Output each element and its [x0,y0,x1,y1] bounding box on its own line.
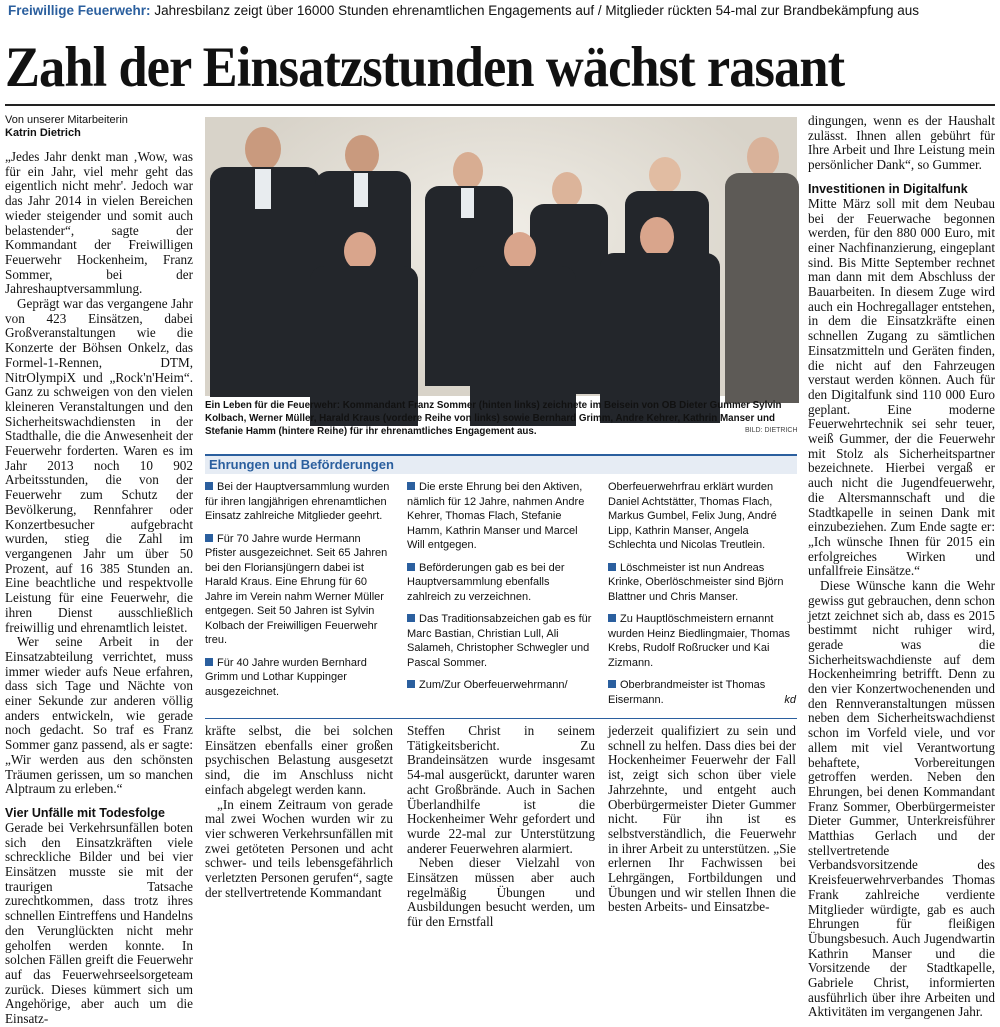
bullet-square-icon [608,614,616,622]
paragraph: dingungen, wenn es der Haushalt zulässt. Ihnen allen gebührt für Ihre Arbeit und Ihre Leistung mein persönlicher Dank“, so Gummer. [808,113,995,173]
paragraph: „Jedes Jahr denkt man ‚Wow, was für ein Jahr, viel mehr geht das eigentlich nicht mehr'. Jedoch war das Jahr 2014 in vielen Bereichen wieder steigender und somit auch belastender“, sagte der Kommandant der Freiwilligen Feuerwehr Hockenheim, Franz Sommer, bei der Jahreshauptversammlung. [5,149,193,297]
paragraph: Steffen Christ in seinem Tätigkeitsbericht. Zu Brandeinsätzen wurde insgesamt 54-mal ausgerückt, darunter waren acht Großbrände. Auch in Sachen Überlandhilfe ist die Hockenheimer Wehr gefordert und wurde 22-mal zur Unterstützung anderer Feuerwehren alarmiert. [407,723,595,856]
infobox-item: Die erste Ehrung bei den Aktiven, nämlich für 12 Jahre, nahmen Andre Kehrer, Thomas Flach, Stefanie Hamm, Kathrin Manser und Marcel Will entgegen. [407,481,585,551]
byline-author: Katrin Dietrich [5,127,81,139]
infobox-item: Beförderungen gab es bei der Hauptversammlung ebenfalls zahlreich zu verzeichnen. [407,561,565,603]
photo-caption: Ein Leben für die Feuerwehr: Kommandant Franz Sommer (hinten links) zeichnete im Beisein von OB Dieter Gummer Sylvin Kolbach, Werner Müller, Harald Kraus (vordere Reihe von links) sowie Bernhard Grimm, Andre Kehrer, Kathrin Manser und Stefanie Hamm (hintere Reihe) für ihr ehrenamtliches Engagement aus. [205,400,782,437]
paragraph: Gerade bei Verkehrsunfällen boten sich den Einsatzkräften viele schreckliche Bilder und bei vier Einsätzen musste sie mit der traurigen Tatsache zurechtkommen, dass trotz ihres schnellen Eintreffens und Handelns den Verunglückten nicht mehr geholfen werden konnte. In solchen Fällen greift die Feuerwehr auf das Feuerwehrseelsorgeteam zurück. Dieses kümmert sich um Angehörige, aber auch um die Einsatz- [5,819,193,1027]
photo-credit: BILD: DIETRICH [745,427,798,434]
infobox-column-3 [608,480,796,715]
paragraph: jederzeit qualifiziert zu sein und schnell zu helfen. Dass dies bei der Hockenheimer Feuerwehr der Fall ist, zeigt sich schon über viele Jahrzehnte, und entgeht auch Oberbürgermeister Dieter Gummer nicht. Für ihn ist es selbstverständlich, die Feuerwehr in ihrer Arbeit zu unterstützen. „Sie erlernen Ihr Fachwissen bei Lehrgängen, Fortbildungen und Übungen und wir stellen Ihnen die besten Arbeits- und Einsatzbe- [608,723,796,915]
bullet-square-icon [608,563,616,571]
paragraph: Wer seine Arbeit in der Einsatzabteilung verrichtet, muss immer wieder aufs Neue erfahren, dass sich Tage und Nächte von einer Sekunde zur anderen völlig anders entwickeln, wie gerade noch gedacht. So traf es Franz Sommer ganz passend, als er sagte: „Wir werden aus den schönsten Träumen gerissen, um so manchen Alptraum zu erleben.“ [5,634,193,797]
column-1 [5,114,193,1027]
kicker-text: Jahresbilanz zeigt über 16000 Stunden ehrenamtlichen Engagements auf / Mitglieder rückten 54-mal zur Brandbekämpfung aus [154,3,920,18]
infobox-column-2 [407,480,595,701]
infobox-title: Ehrungen und Beförderungen [205,454,797,474]
bullet-square-icon [205,534,213,542]
bullet-square-icon [407,563,415,571]
infobox-column-1 [205,480,393,707]
infobox-item: Oberfeuerwehrfrau erklärt wurden Daniel Achtstätter, Thomas Flach, Markus Gumbel, Felix Jung, André Lipp, Kathrin Manser, Angela Schlechta und Nicolas Treutlein. [608,481,777,551]
subheading: Vier Unfälle mit Todesfolge [5,805,165,820]
infobox-item: Bei der Hauptversammlung wurden für ihren langjährigen ehrenamtlichen Einsatz zahlreiche Mitglieder geehrt. [205,481,390,522]
headline: Zahl der Einsatzstunden wächst rasant [5,36,845,99]
column-2 [205,724,393,900]
infobox-item: Zum/Zur Oberfeuerwehrmann/ [419,679,568,691]
byline-prefix: Von unserer Mitarbeiterin [5,114,128,126]
paragraph: Diese Wünsche kann die Wehr gewiss gut gebrauchen, denn schon jetzt zeichnet sich ab, dass es 2015 bestimmt nicht ruhiger wird, gerade was die Sicherheitswachdienste auf dem Hockenheimring betrifft. Denn zu den vier Konzertwochenenden und den Rennveranstaltungen müssen neben dem Sicherheitswachdienst schon im Vorfeld viele, und vor allem mit viel Verantwortung behaftete, Vorbereitungen getroffen werden. Neben den Ehrungen, bei denen Kommandant Franz Sommer, Oberbürgermeister Dieter Gummer, Unterkreisführer Matthias Gerlach und der stellvertretende Verbandsvorsitzende des Kreisfeuerwehrverbandes Thomas Frank zahlreiche verdiente Mitglieder würdigte, gab es auch Ehrungen für fleißigen Übungsbesuch. Auch Jugendwartin Kathrin Manser und die Vorsitzende der Stadtkapelle, Gabriele Christ, informierten ausführlich über ihre Arbeiten und Aktivitäten im vergangenen Jahr. [808,578,995,1020]
bullet-square-icon [205,482,213,490]
infobox-item: Für 70 Jahre wurde Hermann Pfister ausgezeichnet. Seit 65 Jahren bei den Floriansjüngern dabei ist Harald Kraus. Eine Ehrung für 60 Jahre im Verein nahm Werner Müller entgegen. Seit 50 Jahren ist Sylvin Kolbach der Freiwilligen Feuerwehr treu. [205,532,388,646]
column-5 [808,114,995,1020]
kicker [8,2,993,20]
infobox-item: Das Traditionsabzeichen gab es für Marc Bastian, Christian Lull, Ali Salameh, Christopher Schwegler und Pascal Sommer. [407,613,592,669]
bullet-square-icon [407,482,415,490]
infobox-rule [205,718,797,719]
bullet-square-icon [407,680,415,688]
bullet-square-icon [407,614,415,622]
subheading: Investitionen in Digitalfunk [808,181,968,196]
paragraph: Geprägt war das vergangene Jahr von 423 Einsätzen, dabei Großveranstaltungen wie die Konzerte der Böhsen Onkelz, das Formel-1-Rennen, DTM, NitrOlympiX und „Rock'n'Heim“. Ganz zu schweigen von den vielen kleineren Veranstaltungen und den Sicherheitswachdiensten in der Stadthalle, die die Anwesenheit der Feuerwehr forderten. Waren es im Jahr 2013 noch 10 902 Arbeitsstunden, die von der Feuerwehr zum Schutz der Bevölkerung, Rennfahrer oder Konzertbesucher aufgebracht wurden, stieg die Zahl im vergangenen Jahr um über 50 Prozent, auf 16 385 Stunden an. Eine beachtliche und respektvolle Leistung für eine Feuerwehr, die ihren Dienst ausschließlich freiwillig und ehrenamtlich leistet. [5,296,193,635]
bullet-square-icon [608,680,616,688]
paragraph: Neben dieser Vielzahl von Einsätzen müssen aber auch regelmäßig Übungen und Ausbildungen besucht werden, um für den Ernstfall [407,855,595,930]
infobox-item: Zu Hauptlöschmeistern ernannt wurden Heinz Biedlingmaier, Thomas Krebs, Rudolf Roßrucker und Kai Zizmann. [608,613,790,669]
paragraph: „In einem Zeitraum von gerade mal zwei Wochen wurden wir zu vier schweren Verkehrsunfällen mit zwei getöteten Personen und acht schwer- und teils lebensgefährlich verletzten Personen gerufen“, sagte der stellvertretende Kommandant [205,796,393,900]
bullet-square-icon [205,658,213,666]
author-sign: kd [784,693,796,706]
group-photo [205,117,797,396]
column-3 [407,724,595,930]
infobox-item: Für 40 Jahre wurden Bernhard Grimm und Lothar Kuppinger ausgezeichnet. [205,656,367,698]
headline-rule [5,104,995,106]
paragraph: Mitte März soll mit dem Neubau bei der Feuerwache begonnen werden, für den 880 000 Euro, mit einer Nachfinanzierung, eingeplant sind. Bis Mitte September rechnet man dann mit dem Abschluss der Bauarbeiten. In diesem Zuge wird auch ein Hochregallager entstehen, in dem die Einsatzkräfte einen schnellen Zugang zu sämtlichen Einsatzmitteln und Geräten finden, die nicht auf den Fahrzeugen verstaut werden können. Auch für den Digitalfunk sind 110 000 Euro geplant. Eine moderne Feuerwehrtechnik sei sehr teuer, weiß Gummer, der die Feuerwehr mit Stolz als Sicherheitspartner bezeichnete. Hierbei vergaß er auch nicht die Jugendfeuerwehr, die Altersmannschaft und die Stadtkapelle in seinen Dank mit einzubeziehen. Zum Ende sagte er: „Ich wünsche Ihnen für 2015 ein erfolgreiches Wirken und unfallfreie Einsätze.“ [808,195,995,579]
infobox-item: Löschmeister ist nun Andreas Krinke, Oberlöschmeister sind Björn Blattner und Chris Manser. [608,561,784,603]
kicker-label: Freiwillige Feuerwehr: [8,3,151,18]
paragraph: kräfte selbst, die bei solchen Einsätzen ebenfalls einer großen psychischen Belastung ausgesetzt sind, die im Anschluss nicht einfach abgelegt werden kann. [205,723,393,797]
infobox-item: Oberbrandmeister ist Thomas Eisermann. [608,679,766,706]
column-4 [608,724,796,915]
